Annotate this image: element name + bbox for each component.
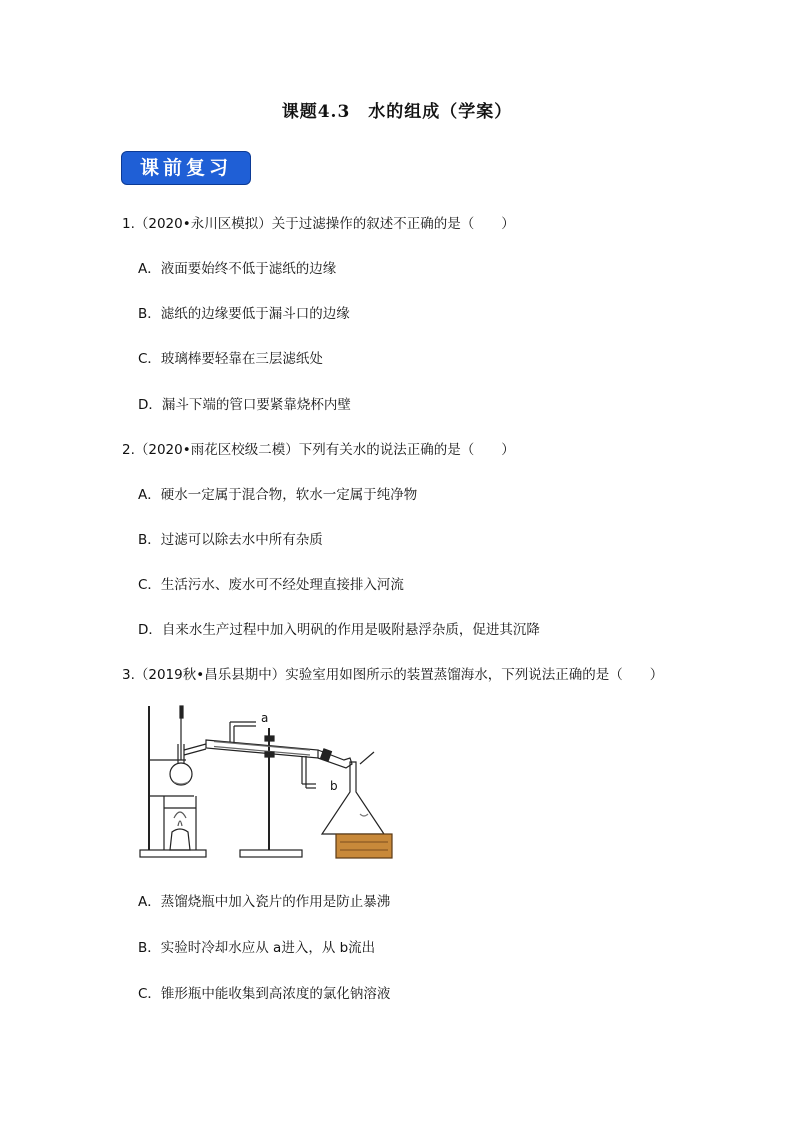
question-3-option-b: B．实验时冷却水应从 a进入，从 b流出 — [138, 940, 376, 956]
section-banner — [122, 152, 250, 184]
figure-label-b: b — [330, 779, 338, 793]
question-2-option-d: D．自来水生产过程中加入明矾的作用是吸附悬浮杂质，促进其沉降 — [138, 622, 540, 638]
question-2-option-a: A．硬水一定属于混合物，软水一定属于纯净物 — [138, 487, 418, 503]
question-1-option-c: C．玻璃棒要轻靠在三层滤纸处 — [138, 351, 323, 367]
question-2-option-c: C．生活污水、废水可不经处理直接排入河流 — [138, 577, 404, 593]
figure-label-a: a — [261, 711, 269, 725]
question-1-option-b: B．滤纸的边缘要低于漏斗口的边缘 — [138, 306, 350, 322]
section-banner-label: 课前复习 — [139, 157, 232, 179]
question-3-stem: 3.（2019秋•昌乐县期中）实验室用如图所示的装置蒸馏海水，下列说法正确的是（ ） — [122, 667, 664, 683]
distillation-apparatus-figure — [134, 700, 396, 862]
page-title: 课题4.3 水的组成（学案） — [281, 102, 513, 122]
question-2-stem: 2.（2020•雨花区校级二模）下列有关水的说法正确的是（ ） — [122, 442, 515, 458]
question-1-option-d: D．漏斗下端的管口要紧靠烧杯内壁 — [138, 397, 351, 413]
question-3-option-c: C．锥形瓶中能收集到高浓度的氯化钠溶液 — [138, 986, 391, 1002]
question-3-option-a: A．蒸馏烧瓶中加入瓷片的作用是防止暴沸 — [138, 894, 391, 910]
question-2-option-b: B．过滤可以除去水中所有杂质 — [138, 532, 323, 548]
question-1-stem: 1.（2020•永川区模拟）关于过滤操作的叙述不正确的是（ ） — [122, 216, 515, 232]
question-1-option-a: A．液面要始终不低于滤纸的边缘 — [138, 261, 337, 277]
